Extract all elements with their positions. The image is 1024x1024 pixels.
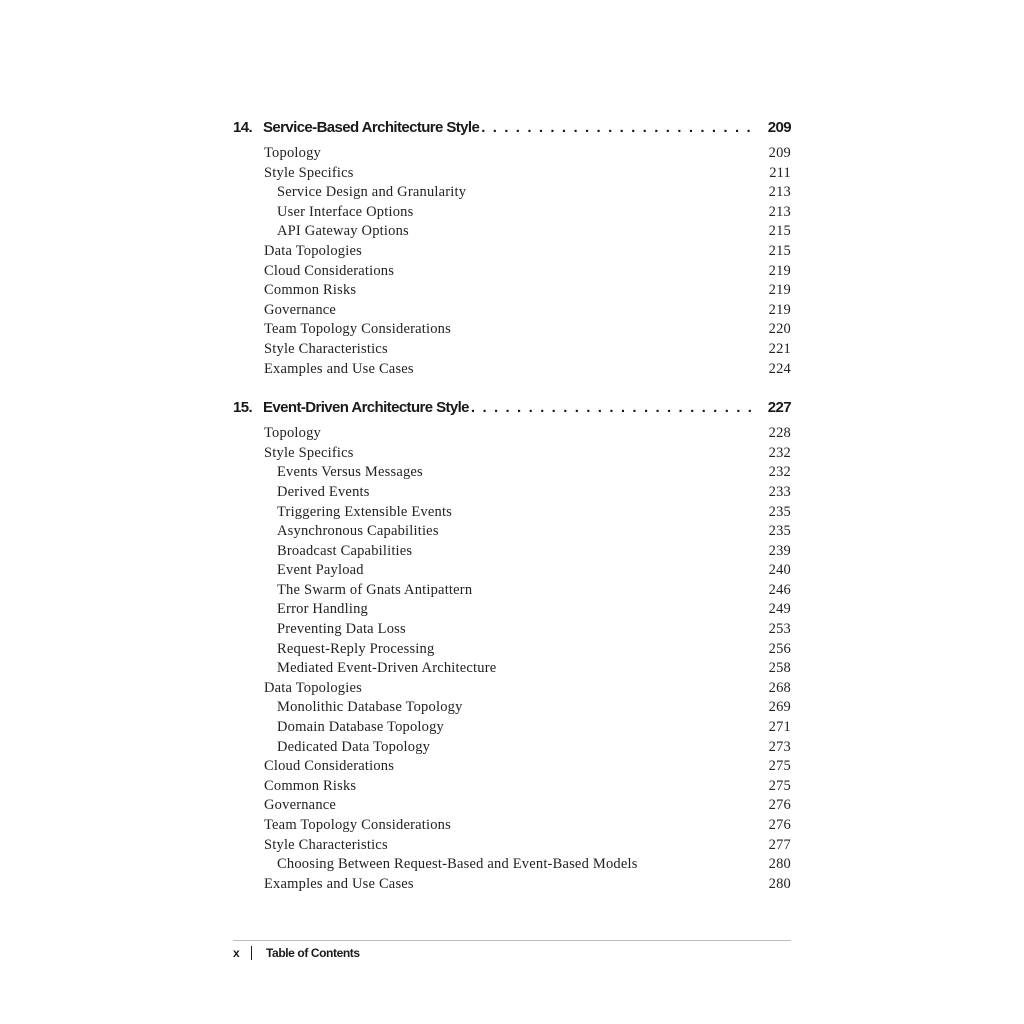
entry-page-number: 235	[768, 523, 791, 540]
entry-page-number: 220	[768, 321, 791, 338]
entry-page-number: 239	[768, 542, 791, 559]
entry-title: Domain Database Topology	[277, 719, 445, 736]
chapter-page-number: 209	[767, 119, 791, 136]
toc-subsection-entry[interactable]	[233, 523, 791, 543]
entry-page-number: 232	[768, 464, 791, 481]
entry-page-number: 253	[768, 621, 791, 638]
entry-title: Dedicated Data Topology	[277, 738, 431, 755]
entry-page-number: 249	[768, 601, 791, 618]
toc-subsection-entry[interactable]	[233, 856, 791, 876]
entry-title: Preventing Data Loss	[277, 621, 406, 638]
toc-section-entry[interactable]	[233, 758, 791, 778]
entry-title: Common Risks	[264, 777, 357, 794]
toc-chapter	[233, 399, 791, 895]
entry-title: Examples and Use Cases	[264, 360, 414, 377]
dot-leader	[481, 119, 759, 136]
toc-section-entry[interactable]	[233, 282, 791, 302]
toc-subsection-entry[interactable]	[233, 739, 791, 759]
entry-title: Derived Events	[277, 483, 370, 500]
toc-subsection-entry[interactable]	[233, 223, 791, 243]
entry-page-number: 213	[768, 203, 791, 220]
entry-page-number: 219	[768, 301, 791, 318]
toc-subsection-entry[interactable]	[233, 660, 791, 680]
entry-page-number: 219	[768, 262, 791, 279]
entry-page-number: 211	[769, 164, 791, 181]
page-number: x	[233, 946, 240, 960]
entry-page-number: 221	[768, 340, 791, 357]
entry-title: Examples and Use Cases	[264, 875, 414, 892]
entry-title: Data Topologies	[264, 242, 362, 259]
running-head: Table of Contents	[266, 946, 360, 960]
entry-page-number: 275	[768, 758, 791, 775]
toc-subsection-entry[interactable]	[233, 484, 791, 504]
toc-subsection-entry[interactable]	[233, 582, 791, 602]
table-of-contents	[233, 119, 791, 914]
entry-title: API Gateway Options	[277, 223, 409, 240]
entry-page-number: 280	[768, 875, 791, 892]
chapter-number: 14.	[233, 119, 253, 136]
chapter-number: 15.	[233, 399, 253, 417]
entry-page-number: 219	[768, 282, 791, 299]
toc-section-entry[interactable]	[233, 445, 791, 465]
page-footer	[233, 940, 791, 960]
entry-page-number: 209	[768, 145, 791, 161]
entry-title: Service Design and Granularity	[277, 184, 467, 201]
entry-title: Style Characteristics	[264, 340, 388, 357]
chapter-title: Service-Based Architecture Style	[263, 119, 480, 136]
entry-title: Broadcast Capabilities	[277, 542, 413, 559]
entry-title: Style Specifics	[264, 444, 354, 461]
toc-subsection-entry[interactable]	[233, 719, 791, 739]
entry-page-number: 256	[768, 640, 791, 657]
entry-title: Triggering Extensible Events	[277, 503, 453, 520]
entry-title: Style Specifics	[264, 164, 354, 181]
toc-section-entry[interactable]	[233, 302, 791, 322]
entry-title: Cloud Considerations	[264, 262, 395, 279]
toc-chapter	[233, 119, 791, 380]
entry-title: Events Versus Messages	[277, 464, 423, 481]
chapter-page-number: 227	[767, 399, 791, 417]
entry-title: Request-Reply Processing	[277, 640, 435, 657]
entry-page-number: 277	[768, 836, 791, 853]
entry-page-number: 276	[768, 797, 791, 814]
toc-section-entry[interactable]	[233, 361, 791, 381]
entry-page-number: 273	[768, 738, 791, 755]
entry-page-number: 269	[768, 699, 791, 716]
toc-section-entry[interactable]	[233, 165, 791, 185]
entry-page-number: 271	[768, 719, 791, 736]
toc-section-entry[interactable]	[233, 425, 791, 445]
chapter-title: Event-Driven Architecture Style	[263, 399, 469, 417]
toc-section-entry[interactable]	[233, 243, 791, 263]
toc-subsection-entry[interactable]	[233, 543, 791, 563]
toc-subsection-entry[interactable]	[233, 204, 791, 224]
toc-section-entry[interactable]	[233, 876, 791, 896]
entry-title: Data Topologies	[264, 679, 362, 696]
entry-title: Choosing Between Request-Based and Event-Based Models	[277, 856, 638, 873]
toc-subsection-entry[interactable]	[233, 641, 791, 661]
toc-section-entry[interactable]	[233, 817, 791, 837]
entry-page-number: 246	[768, 581, 791, 598]
entry-title: Cloud Considerations	[264, 758, 395, 775]
entry-page-number: 268	[768, 679, 791, 696]
entry-page-number: 215	[768, 242, 791, 259]
toc-section-entry[interactable]	[233, 797, 791, 817]
entry-title: Event Payload	[277, 562, 364, 579]
entry-page-number: 213	[768, 184, 791, 201]
entry-title: The Swarm of Gnats Antipattern	[277, 581, 473, 598]
toc-subsection-entry[interactable]	[233, 562, 791, 582]
entry-page-number: 215	[768, 223, 791, 240]
chapter-heading[interactable]	[233, 119, 791, 145]
entry-title: Governance	[264, 797, 337, 814]
dot-leader	[471, 399, 759, 416]
entry-title: Governance	[264, 301, 337, 318]
entry-page-number: 258	[768, 660, 791, 677]
entry-title: Team Topology Considerations	[264, 321, 451, 338]
toc-section-entry[interactable]	[233, 341, 791, 361]
toc-subsection-entry[interactable]	[233, 184, 791, 204]
entry-title: User Interface Options	[277, 203, 414, 220]
entry-title: Common Risks	[264, 282, 357, 299]
entry-page-number: 280	[768, 856, 791, 873]
entry-page-number: 224	[768, 360, 791, 377]
entry-page-number: 233	[768, 483, 791, 500]
toc-subsection-entry[interactable]	[233, 504, 791, 524]
toc-subsection-entry[interactable]	[233, 621, 791, 641]
toc-section-entry[interactable]	[233, 680, 791, 700]
toc-section-entry[interactable]	[233, 321, 791, 341]
entry-page-number: 276	[768, 817, 791, 833]
entry-title: Topology	[264, 145, 321, 161]
toc-subsection-entry[interactable]	[233, 464, 791, 484]
toc-subsection-entry[interactable]	[233, 601, 791, 621]
entry-page-number: 232	[768, 444, 791, 461]
entry-title: Mediated Event-Driven Architecture	[277, 660, 497, 677]
entry-title: Error Handling	[277, 601, 368, 618]
chapter-heading[interactable]	[233, 399, 791, 425]
entry-page-number: 240	[768, 562, 791, 579]
entry-title: Asynchronous Capabilities	[277, 523, 439, 540]
toc-section-entry[interactable]	[233, 145, 791, 165]
entry-title: Style Characteristics	[264, 836, 388, 853]
entry-page-number: 228	[768, 425, 791, 442]
entry-page-number: 235	[768, 503, 791, 520]
toc-section-entry[interactable]	[233, 837, 791, 857]
entry-page-number: 275	[768, 777, 791, 794]
entry-title: Team Topology Considerations	[264, 817, 451, 833]
toc-section-entry[interactable]	[233, 778, 791, 798]
toc-subsection-entry[interactable]	[233, 699, 791, 719]
entry-title: Topology	[264, 425, 321, 442]
toc-section-entry[interactable]	[233, 263, 791, 283]
footer-divider	[251, 946, 252, 960]
entry-title: Monolithic Database Topology	[277, 699, 463, 716]
